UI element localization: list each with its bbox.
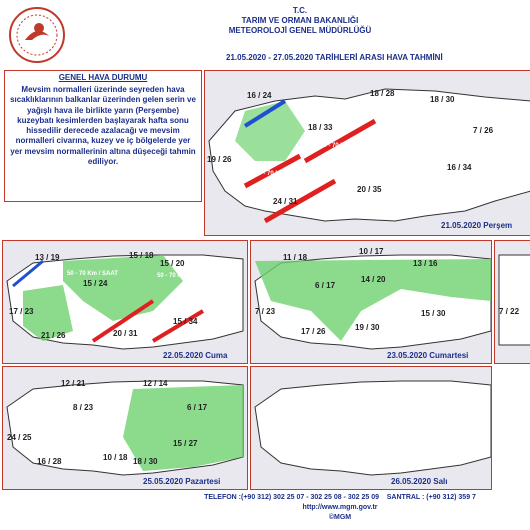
temp-label: 13 / 19 [35,253,60,262]
temp-label: 15 / 18 [129,251,154,260]
temp-label: 7 / 22 [499,307,520,316]
map-panel-thursday [204,70,530,236]
ministry-logo [8,6,66,64]
temp-label: 10 / 18 [103,453,128,462]
map-panel-monday [2,366,248,490]
temp-label: 16 / 28 [37,457,62,466]
header-line1: T.C. [292,6,308,15]
temp-label: 15 / 30 [421,309,446,318]
header-title [150,6,450,36]
header-line3: METEOROLOJİ GENEL MÜDÜRLÜĞÜ [228,26,372,35]
temp-label: 20 / 35 [357,185,382,194]
temp-label: 7 / 26 [473,126,494,135]
temp-label: 10 / 17 [359,247,384,256]
temp-label: 19 / 26 [207,155,232,164]
temp-label: 15 / 20 [160,259,185,268]
temp-label: 7 / 23 [255,307,276,316]
temp-label: 16 / 24 [247,91,272,100]
temp-label: 6 / 17 [187,403,208,412]
header-line2: TARIM VE ORMAN BAKANLIĞI [241,16,359,25]
temp-label: 15 / 27 [173,439,198,448]
temp-label: 20 / 31 [113,329,138,338]
temp-label: 16 / 34 [447,163,472,172]
map-panel-friday [2,240,248,364]
temp-label: 13 / 16 [413,259,438,268]
temp-label: 14 / 20 [361,275,386,284]
temp-label: 12 / 21 [61,379,86,388]
summary-body: Mevsim normalleri üzerinde seyreden hava sıcaklıklarının balkanlar üzerinden gelen serin ve yağışlı hava ile birlikte yarın (Perşembe) kuzeybatı kesimlerden başlayarak hafta sonu hissedilir derecede azalacağı ve mevsim normalleri civarına, kuzey ve iç bölgelerde yer yer mevsim normallerinin altına düşeceği tahmin ediliyor. [10,85,196,167]
forecast-date-range: 21.05.2020 - 27.05.2020 TARİHLERİ ARASI HAVA TAHMİNİ [226,53,443,62]
temp-label: 17 / 26 [301,327,326,336]
temp-label: 18 / 30 [133,457,158,466]
map-panel-sunday [494,240,530,364]
turkey-map-p6 [495,241,530,363]
temp-label: 18 / 30 [430,95,455,104]
footer-phone: TELEFON :(+90 312) 302 25 07 - 302 25 08 - 302 25 09 [204,494,379,501]
summary-box [4,70,202,202]
temp-label: 24 / 25 [7,433,32,442]
temp-label: 15 / 34 [173,317,198,326]
footer-switchboard: SANTRAL : (+90 312) 359 7 [386,494,476,501]
temp-label: 17 / 23 [9,307,34,316]
temp-label: 6 / 17 [315,281,336,290]
turkey-map-p4 [3,367,247,489]
footer-contact [150,494,530,501]
temp-label: 21 / 26 [41,331,66,340]
footer-web[interactable]: http://www.mgm.gov.tr [302,504,378,511]
summary-title: GENEL HAVA DURUMU [58,73,148,82]
map-panel-tuesday [250,366,492,490]
wind-speed-label: 50 - 70 Km / SAAT [320,143,371,149]
temp-label: 19 / 30 [355,323,380,332]
temp-label: 8 / 23 [73,403,94,412]
temp-label: 15 / 24 [83,279,108,288]
panel-date: 23.05.2020 Cumartesi [387,351,469,360]
temp-label: 18 / 28 [370,89,395,98]
footer-copyright: ©MGM [328,514,352,521]
map-panel-saturday [250,240,492,364]
temp-label: 11 / 18 [283,253,308,262]
turkey-map-p5 [251,367,491,489]
panel-date: 25.05.2020 Pazartesi [143,477,221,486]
panel-date: 21.05.2020 Perşem [441,221,513,230]
wind-speed-label: 50 - 70 Km / SAAT [67,271,118,277]
temp-label: 24 / 31 [273,197,298,206]
wind-speed-label: 50 - 70 Km / SAAT [255,171,306,177]
wind-speed-label: 50 - 70 Km / SAAT [157,273,208,279]
temp-label: 12 / 14 [143,379,168,388]
panel-date: 26.05.2020 Salı [391,477,448,486]
temp-label: 18 / 33 [308,123,333,132]
panel-date: 22.05.2020 Cuma [163,351,228,360]
